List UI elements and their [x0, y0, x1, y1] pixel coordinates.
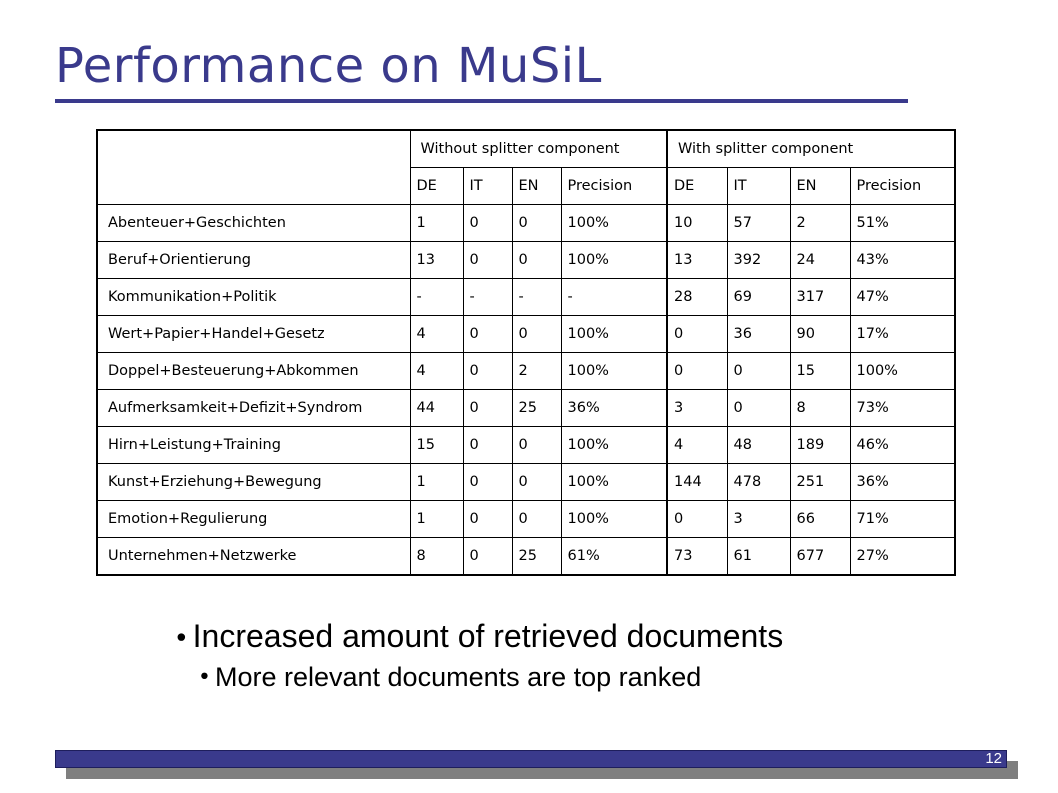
- row-label: Kommunikation+Politik: [97, 279, 410, 316]
- table-cell: 15: [410, 427, 463, 464]
- table-cell: 57: [727, 205, 790, 242]
- table-cell: 90: [790, 316, 850, 353]
- row-label: Wert+Papier+Handel+Gesetz: [97, 316, 410, 353]
- table-row: [97, 501, 955, 538]
- results-table-container: [96, 129, 956, 576]
- col-header-precision: Precision: [561, 168, 667, 205]
- row-label: Hirn+Leistung+Training: [97, 427, 410, 464]
- table-row: [97, 390, 955, 427]
- table-cell: 28: [667, 279, 727, 316]
- col-header-de: DE: [410, 168, 463, 205]
- table-cell: 51%: [850, 205, 955, 242]
- row-label: Beruf+Orientierung: [97, 242, 410, 279]
- table-cell: 1: [410, 464, 463, 501]
- table-cell: 189: [790, 427, 850, 464]
- table-cell: 0: [512, 501, 561, 538]
- table-cell: 677: [790, 538, 850, 576]
- table-cell: 100%: [561, 353, 667, 390]
- title-underline: [55, 99, 908, 103]
- table-cell: 8: [410, 538, 463, 576]
- table-cell: 0: [512, 427, 561, 464]
- col-header-en: EN: [790, 168, 850, 205]
- col-header-de: DE: [667, 168, 727, 205]
- table-cell: 13: [667, 242, 727, 279]
- table-cell: 0: [463, 205, 512, 242]
- table-cell: 36%: [850, 464, 955, 501]
- slide-title: Performance on MuSiL: [55, 38, 602, 94]
- table-cell: 100%: [850, 353, 955, 390]
- table-cell: 0: [727, 353, 790, 390]
- row-label: Emotion+Regulierung: [97, 501, 410, 538]
- col-header-en: EN: [512, 168, 561, 205]
- table-cell: 61%: [561, 538, 667, 576]
- bullet-text: Increased amount of retrieved documents: [192, 618, 784, 654]
- table-row: [97, 205, 955, 242]
- table-cell: 0: [463, 464, 512, 501]
- table-cell: 0: [463, 538, 512, 576]
- table-cell: 0: [512, 316, 561, 353]
- table-cell: 36%: [561, 390, 667, 427]
- table-cell: 0: [463, 501, 512, 538]
- table-cell: 4: [410, 316, 463, 353]
- table-cell: 17%: [850, 316, 955, 353]
- table-cell: 73%: [850, 390, 955, 427]
- table-cell: 100%: [561, 316, 667, 353]
- table-cell: 4: [410, 353, 463, 390]
- group-header-without-splitter: Without splitter component: [410, 130, 667, 168]
- table-cell: 100%: [561, 242, 667, 279]
- table-cell: 25: [512, 538, 561, 576]
- table-cell: 44: [410, 390, 463, 427]
- table-cell: 100%: [561, 501, 667, 538]
- table-row: [97, 464, 955, 501]
- table-row: [97, 353, 955, 390]
- table-cell: 46%: [850, 427, 955, 464]
- table-row: [97, 279, 955, 316]
- row-label: Abenteuer+Geschichten: [97, 205, 410, 242]
- table-cell: 0: [512, 242, 561, 279]
- table-cell: 71%: [850, 501, 955, 538]
- page-number: 12: [985, 750, 1002, 767]
- table-cell: 61: [727, 538, 790, 576]
- table-cell: 317: [790, 279, 850, 316]
- bullet-level-1: [176, 614, 783, 661]
- bullet-dot-icon: ●: [176, 625, 187, 646]
- table-cell: 13: [410, 242, 463, 279]
- table-cell: 24: [790, 242, 850, 279]
- table-row: [97, 538, 955, 576]
- table-cell: 0: [667, 316, 727, 353]
- bullet-text: More relevant documents are top ranked: [214, 662, 702, 692]
- table-cell: 0: [512, 205, 561, 242]
- col-header-it: IT: [463, 168, 512, 205]
- table-cell: 10: [667, 205, 727, 242]
- table-cell: 73: [667, 538, 727, 576]
- table-cell: 36: [727, 316, 790, 353]
- table-cell: 4: [667, 427, 727, 464]
- table-cell: 15: [790, 353, 850, 390]
- table-cell: 0: [667, 353, 727, 390]
- table-cell: 2: [790, 205, 850, 242]
- table-cell: 8: [790, 390, 850, 427]
- table-cell: 0: [463, 316, 512, 353]
- table-cell: 0: [667, 501, 727, 538]
- table-cell: 100%: [561, 427, 667, 464]
- table-row: [97, 427, 955, 464]
- table-cell: -: [512, 279, 561, 316]
- table-row: [97, 242, 955, 279]
- table-cell: 144: [667, 464, 727, 501]
- table-cell: 0: [512, 464, 561, 501]
- table-cell: 100%: [561, 205, 667, 242]
- table-cell: -: [410, 279, 463, 316]
- table-corner-cell: [97, 130, 410, 205]
- table-cell: 3: [667, 390, 727, 427]
- bullet-level-2: [200, 658, 701, 698]
- table-cell: 27%: [850, 538, 955, 576]
- bullet-dot-icon: ●: [200, 667, 209, 684]
- table-cell: 251: [790, 464, 850, 501]
- table-cell: 3: [727, 501, 790, 538]
- footer-bar: [55, 750, 1007, 768]
- table-cell: 48: [727, 427, 790, 464]
- table-cell: 392: [727, 242, 790, 279]
- table-cell: 2: [512, 353, 561, 390]
- row-label: Aufmerksamkeit+Defizit+Syndrom: [97, 390, 410, 427]
- row-label: Unternehmen+Netzwerke: [97, 538, 410, 576]
- row-label: Doppel+Besteuerung+Abkommen: [97, 353, 410, 390]
- col-header-it: IT: [727, 168, 790, 205]
- table-cell: 1: [410, 205, 463, 242]
- table-cell: 0: [727, 390, 790, 427]
- row-label: Kunst+Erziehung+Bewegung: [97, 464, 410, 501]
- table-group-header-row: [97, 130, 955, 168]
- col-header-precision: Precision: [850, 168, 955, 205]
- table-cell: 0: [463, 353, 512, 390]
- table-cell: -: [463, 279, 512, 316]
- table-cell: 47%: [850, 279, 955, 316]
- table-cell: 0: [463, 242, 512, 279]
- table-cell: 69: [727, 279, 790, 316]
- group-header-with-splitter: With splitter component: [667, 130, 955, 168]
- table-cell: 66: [790, 501, 850, 538]
- table-cell: 0: [463, 390, 512, 427]
- results-table-body: [97, 130, 955, 575]
- table-cell: 43%: [850, 242, 955, 279]
- results-table: [96, 129, 956, 576]
- table-row: [97, 316, 955, 353]
- table-cell: 100%: [561, 464, 667, 501]
- table-cell: 25: [512, 390, 561, 427]
- table-cell: 478: [727, 464, 790, 501]
- table-cell: 0: [463, 427, 512, 464]
- table-cell: -: [561, 279, 667, 316]
- table-cell: 1: [410, 501, 463, 538]
